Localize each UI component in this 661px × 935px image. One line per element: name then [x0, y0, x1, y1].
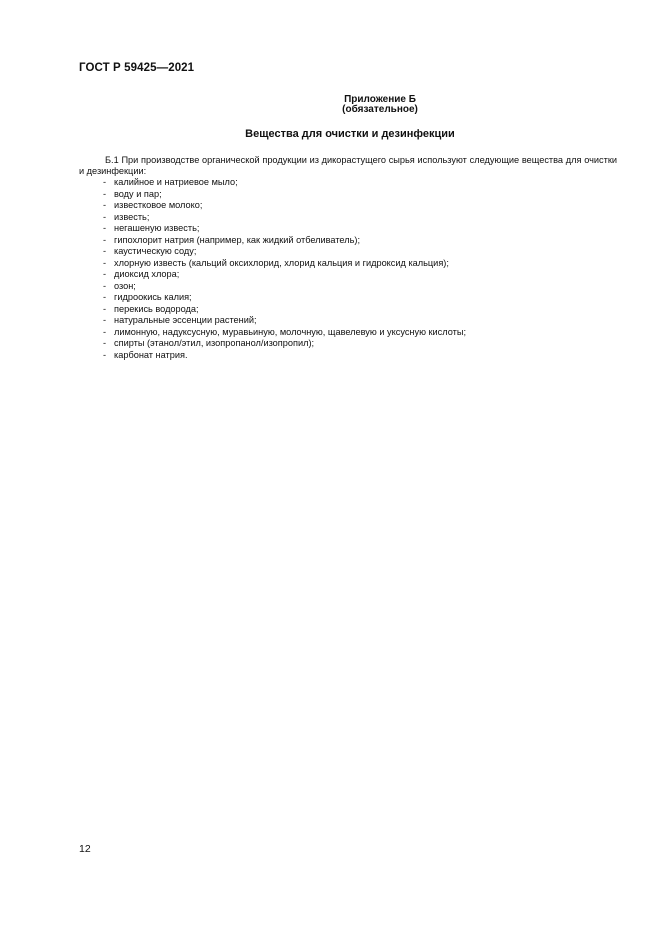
- list-item: [103, 292, 466, 304]
- list-bullet: -: [103, 257, 107, 268]
- list-item-text: карбонат натрия.: [114, 349, 188, 360]
- list-item: [103, 212, 466, 224]
- list-item-text: спирты (этанол/этил, изопропанол/изопропил);: [114, 338, 315, 348]
- appendix-status: (обязательное): [342, 104, 418, 115]
- list-bullet: -: [103, 223, 107, 233]
- appendix-title: Приложение Б: [344, 94, 416, 105]
- list-item: [103, 338, 466, 350]
- intro-paragraph: Б.1 При производстве органической продукции из дикорастущего сырья используют следующие вещества для очистки и дезинфекции:: [79, 155, 617, 176]
- list-item-text: известь;: [114, 211, 150, 222]
- list-bullet: -: [103, 269, 107, 279]
- list-item: [103, 327, 466, 339]
- list-item-text: гипохлорит натрия (например, как жидкий отбеливатель);: [114, 234, 360, 245]
- list-item: [103, 304, 466, 316]
- list-item-text: негашеную известь;: [114, 223, 200, 233]
- section-title: Вещества для очистки и дезинфекции: [245, 128, 455, 140]
- list-item: [103, 235, 466, 247]
- list-item-text: озон;: [114, 280, 136, 291]
- list-item: [103, 177, 466, 189]
- list-item: [103, 223, 466, 235]
- list-bullet: -: [103, 177, 107, 187]
- list-bullet: -: [103, 211, 107, 222]
- list-item: [103, 281, 466, 293]
- list-item: [103, 189, 466, 201]
- list-item-text: натуральные эссенции растений;: [114, 315, 257, 325]
- list-item-text: каустическую соду;: [114, 246, 197, 256]
- substances-list: [103, 177, 466, 361]
- list-item: [103, 350, 466, 362]
- list-bullet: -: [103, 326, 107, 337]
- list-item: [103, 269, 466, 281]
- list-item-text: известковое молоко;: [114, 200, 203, 210]
- list-bullet: -: [103, 303, 107, 314]
- page-number: 12: [79, 843, 91, 855]
- list-bullet: -: [103, 246, 107, 256]
- list-item-text: диоксид хлора;: [114, 269, 180, 279]
- list-item-text: хлорную известь (кальций оксихлорид, хлорид кальция и гидроксид кальция);: [114, 257, 449, 268]
- list-item: [103, 246, 466, 258]
- list-bullet: -: [103, 338, 107, 348]
- list-item: [103, 258, 466, 270]
- list-item-text: лимонную, надуксусную, муравьиную, молочную, щавелевую и уксусную кислоты;: [114, 326, 467, 337]
- list-bullet: -: [103, 292, 107, 302]
- document-code: ГОСТ Р 59425—2021: [79, 62, 195, 74]
- list-item-text: воду и пар;: [114, 188, 162, 199]
- list-item: [103, 200, 466, 212]
- list-item-text: гидроокись калия;: [114, 292, 192, 302]
- list-bullet: -: [103, 234, 107, 245]
- list-item-text: перекись водорода;: [114, 303, 199, 314]
- list-item-text: калийное и натриевое мыло;: [114, 177, 238, 187]
- list-bullet: -: [103, 200, 107, 210]
- list-bullet: -: [103, 188, 107, 199]
- list-item: [103, 315, 466, 327]
- list-bullet: -: [103, 349, 107, 360]
- list-bullet: -: [103, 280, 107, 291]
- list-bullet: -: [103, 315, 107, 325]
